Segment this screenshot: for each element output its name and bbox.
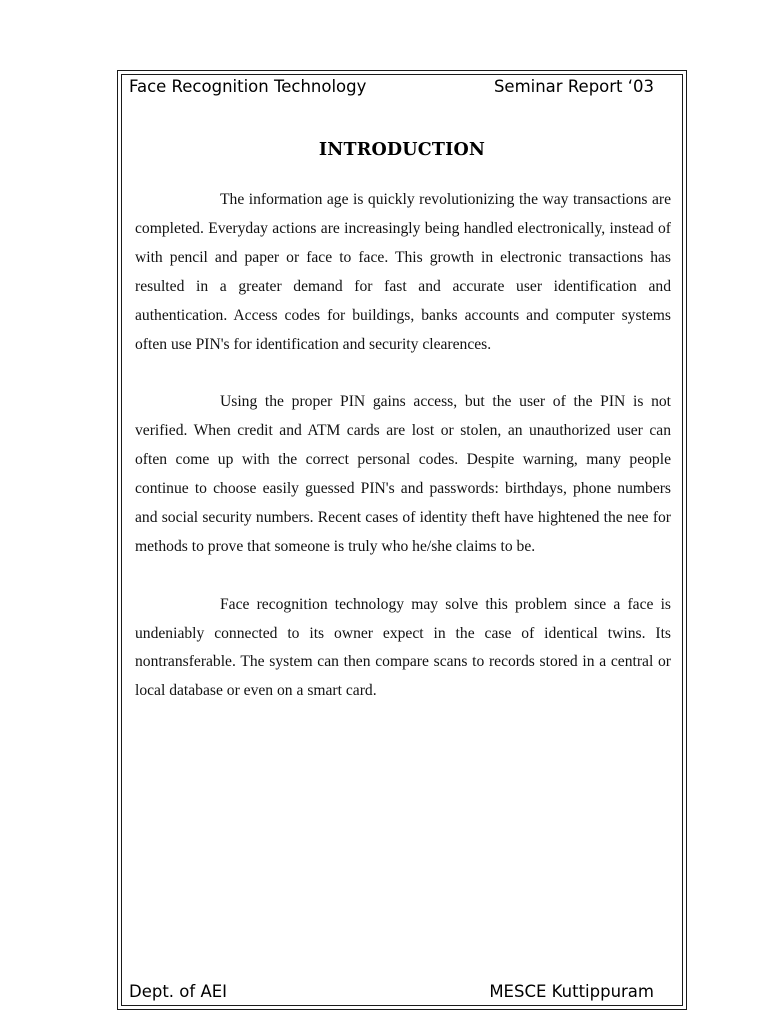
footer-institution: MESCE Kuttippuram	[489, 982, 654, 1001]
header-document-title: Face Recognition Technology	[129, 77, 367, 96]
paragraph-1: The information age is quickly revolutionizing the way transactions are completed. Everyday actions are increasingly being handled electronically, instead of with pencil and paper or face to face. This growth in electronic transactions has resulted in a greater demand for fast and accurate user identification and authentication. Access codes for buildings, banks accounts and computer systems often use PIN's for identification and security clearences.	[135, 191, 671, 353]
footer-department: Dept. of AEI	[129, 982, 228, 1001]
header-report-label: Seminar Report ‘03	[493, 77, 654, 96]
paragraph-2: Using the proper PIN gains access, but the user of the PIN is not verified. When credit and ATM cards are lost or stolen, an unauthorized user can often come up with the correct personal codes. Despite warning, many people continue to choose easily guessed PIN's and passwords: birthdays, phone numbers and social security numbers. Recent cases of identity theft have hightened the nee for methods to prove that someone is truly who he/she claims to be.	[135, 393, 671, 555]
section-title: INTRODUCTION	[318, 140, 486, 160]
body-text	[135, 186, 671, 735]
paragraph-3: Face recognition technology may solve this problem since a face is undeniably connected to its owner expect in the case of identical twins. Its nontransferable. The system can then compare scans to records stored in a central or local database or even on a smart card.	[135, 595, 671, 700]
